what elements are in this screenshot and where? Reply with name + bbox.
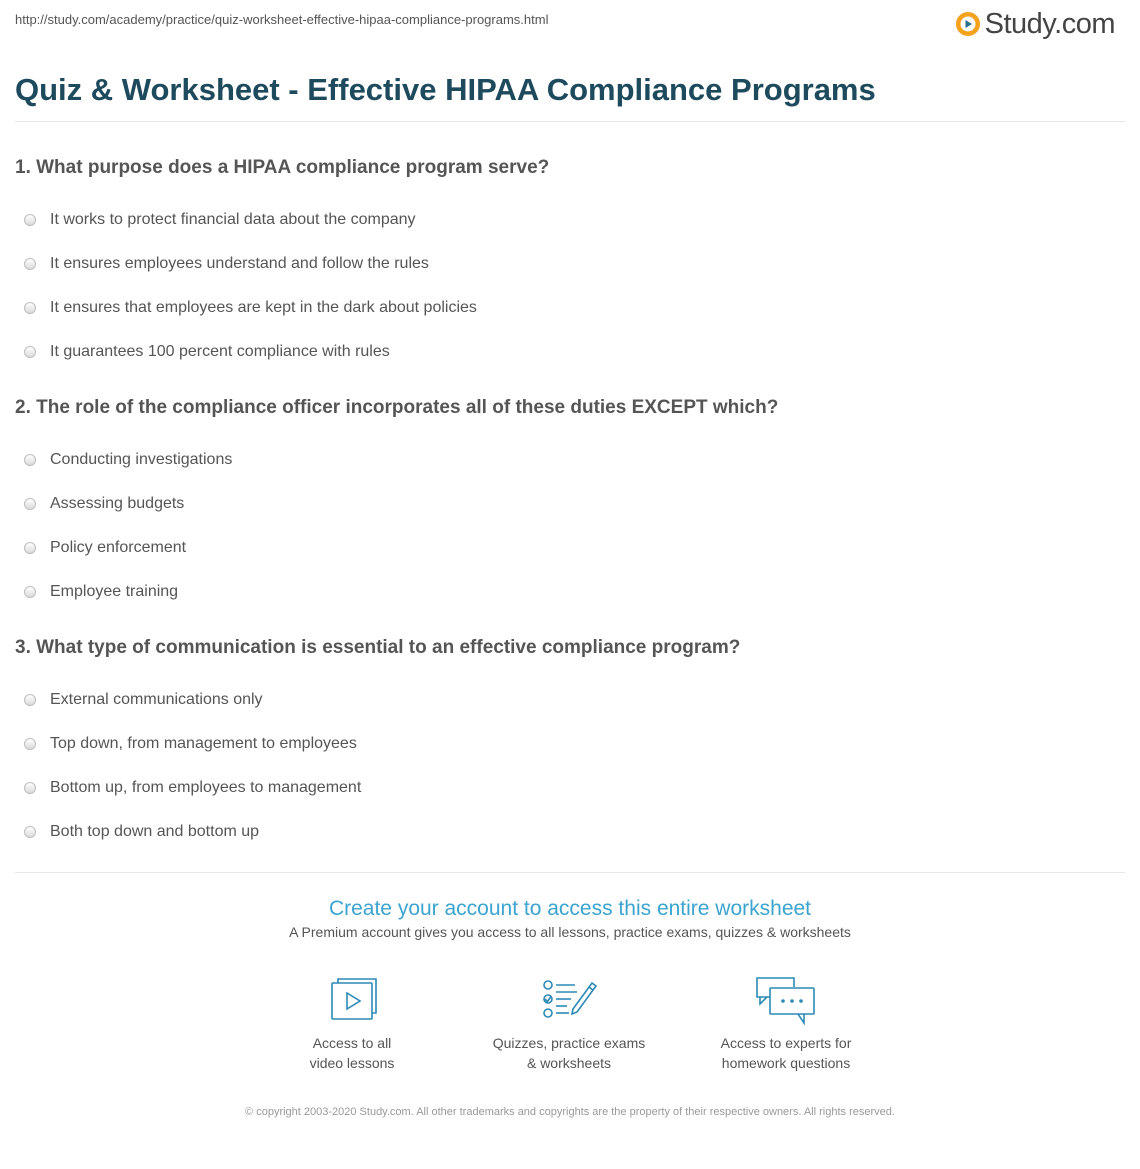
feature-label [469, 1033, 669, 1073]
radio-button[interactable] [24, 738, 36, 750]
chat-bubbles-icon [754, 975, 818, 1027]
answer-label: Bottom up, from employees to management [50, 779, 362, 796]
answer-option[interactable] [15, 526, 1115, 570]
cta-title-link[interactable]: Create your account to access this entire worksheet [328, 897, 812, 920]
title-divider [15, 121, 1125, 122]
answer-option[interactable] [15, 570, 1115, 614]
answer-label: Policy enforcement [50, 539, 187, 556]
feature-experts [686, 975, 886, 1073]
play-logo-icon [955, 11, 981, 37]
answer-option[interactable] [15, 678, 1115, 722]
answer-option[interactable] [15, 286, 1115, 330]
feature-label-line: video lessons [309, 1055, 395, 1071]
answer-label: Employee training [50, 583, 179, 600]
answer-option[interactable] [15, 198, 1115, 242]
feature-quizzes [469, 975, 669, 1073]
answer-label: It works to protect financial data about the company [50, 211, 416, 228]
radio-button[interactable] [24, 694, 36, 706]
answer-options [15, 438, 1115, 614]
question-text: 3. What type of communication is essential to an effective compliance program? [15, 637, 741, 658]
feature-label-line: Access to experts for [720, 1035, 852, 1051]
answer-label: It ensures employees understand and follow the rules [50, 255, 429, 272]
answer-label: Both top down and bottom up [50, 823, 260, 840]
cta-subtitle: A Premium account gives you access to all lessons, practice exams, quizzes & worksheets [289, 924, 851, 940]
answer-label: Conducting investigations [50, 451, 233, 468]
answer-option[interactable] [15, 242, 1115, 286]
radio-button[interactable] [24, 782, 36, 794]
question-text: 1. What purpose does a HIPAA compliance program serve? [15, 157, 550, 178]
logo-text: Study.com [984, 8, 1115, 40]
feature-label-line: homework questions [721, 1055, 851, 1071]
answer-label: Top down, from management to employees [50, 735, 357, 752]
question-1 [15, 154, 1115, 374]
answer-label: It guarantees 100 percent compliance with rules [50, 343, 390, 360]
radio-button[interactable] [24, 586, 36, 598]
feature-label [252, 1033, 452, 1073]
answer-option[interactable] [15, 810, 1115, 854]
feature-label-line: Quizzes, practice exams [492, 1035, 646, 1051]
feature-label-line: & worksheets [526, 1055, 612, 1071]
radio-button[interactable] [24, 454, 36, 466]
radio-button[interactable] [24, 214, 36, 226]
quiz-checklist-icon [541, 975, 597, 1023]
radio-button[interactable] [24, 258, 36, 270]
answer-option[interactable] [15, 766, 1115, 810]
feature-label [686, 1033, 886, 1073]
answer-options [15, 198, 1115, 374]
answer-label: Assessing budgets [50, 495, 185, 512]
page-title: Quiz & Worksheet - Effective HIPAA Compliance Programs [15, 72, 876, 107]
radio-button[interactable] [24, 346, 36, 358]
question-text: 2. The role of the compliance officer incorporates all of these duties EXCEPT which? [15, 397, 779, 418]
cta-divider [15, 872, 1125, 873]
answer-label: External communications only [50, 691, 263, 708]
radio-button[interactable] [24, 302, 36, 314]
answer-label: It ensures that employees are kept in the dark about policies [50, 299, 477, 316]
question-3 [15, 634, 1115, 854]
answer-option[interactable] [15, 438, 1115, 482]
answer-option[interactable] [15, 330, 1115, 374]
radio-button[interactable] [24, 498, 36, 510]
page-url: http://study.com/academy/practice/quiz-worksheet-effective-hipaa-compliance-programs.html [15, 12, 549, 27]
answer-option[interactable] [15, 722, 1115, 766]
signup-cta [0, 895, 1140, 940]
video-lessons-icon [326, 975, 378, 1023]
radio-button[interactable] [24, 826, 36, 838]
radio-button[interactable] [24, 542, 36, 554]
answer-options [15, 678, 1115, 854]
answer-option[interactable] [15, 482, 1115, 526]
question-2 [15, 394, 1115, 614]
footer-copyright: © copyright 2003-2020 Study.com. All other trademarks and copyrights are the property of their respective owners. All rights reserved. [245, 1106, 895, 1118]
feature-label-line: Access to all [312, 1035, 392, 1051]
study-logo[interactable] [955, 6, 1115, 42]
feature-video-lessons [252, 975, 452, 1073]
